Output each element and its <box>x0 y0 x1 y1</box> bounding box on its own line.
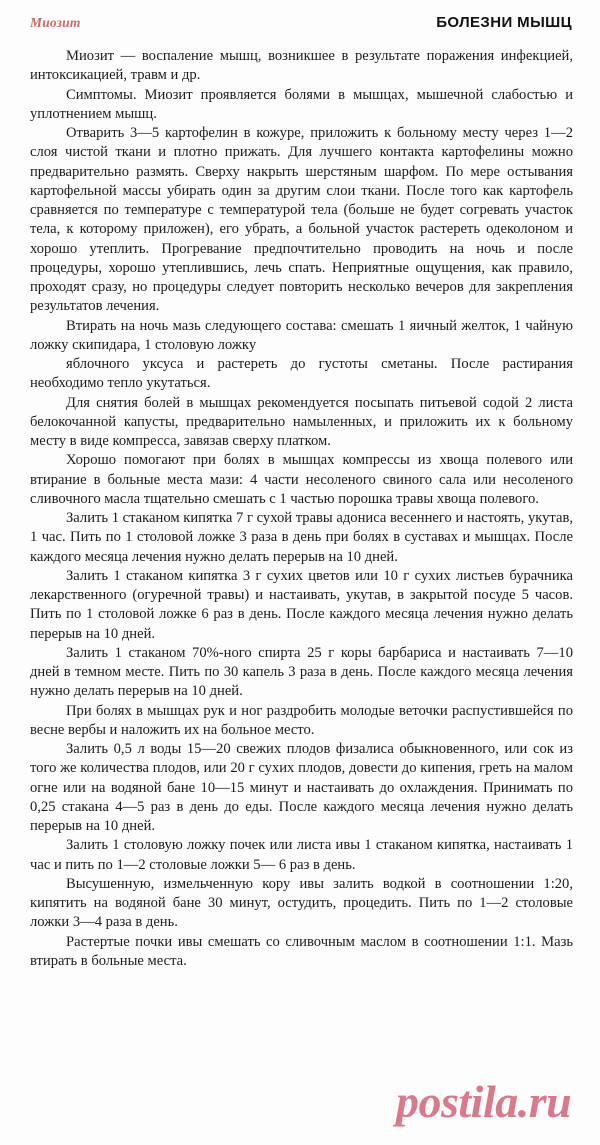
running-head <box>30 14 572 36</box>
postila-watermark: postila.ru <box>396 1076 572 1127</box>
body-paragraph: Залить 1 стаканом 70%-ного спирта 25 г коры барбариса и настаивать 7—10 дней в темном месте. Пить по 30 капель 3 раза в день. После каждого месяца лечения нужно делать перерыв на 10 дней. <box>30 644 573 700</box>
running-head-chapter-title: Миозит <box>30 15 81 30</box>
body-paragraph: Растертые почки ивы смешать со сливочным маслом в соотношении 1:1. Мазь втирать в больные места. <box>30 933 573 969</box>
body-paragraph: Высушенную, измельченную кору ивы залить водкой в соотношении 1:20, кипятить на водяной бане 30 минут, остудить, процедить. Пить по 1—2 столовые ложки 3—4 раза в день. <box>30 875 573 931</box>
body-paragraph: При болях в мышцах рук и ног раздробить молодые веточки распустившейся по весне вербы и наложить их на больное место. <box>30 702 573 738</box>
body-paragraph: Для снятия болей в мышцах рекомендуется посыпать питьевой содой 2 листа белокочанной капусты, предварительно намыленных, и приложить их к больному месту в виде компресса, завязав сверху платком. <box>30 394 573 449</box>
body-text-column <box>30 47 573 971</box>
body-paragraph: Залить 1 столовую ложку почек или листа ивы 1 стаканом кипятка, настаивать 1 час и пить по 1—2 столовые ложки 5— 6 раз в день. <box>30 837 573 873</box>
body-paragraph: Симптомы. Миозит проявляется болями в мышцах, мышечной слабостью и уплотнением мышц. <box>30 86 573 122</box>
body-paragraph: Отварить 3—5 картофелин в кожуре, приложить к больному месту через 1—2 слоя чистой ткани и плотно прижать. Для лучшего контакта картофелины можно предварительно размять. Сверху накрыть шерстяным шарфом. По мере остывания картофельной массы убирать один за другим слои ткани. После того как картофель сравняется по температуре с температурой тела (больше не будет согревать участок тела, к которому приложен), его убрать, а больной участок растереть одеколоном и хорошо утеплить. Прогревание предпочтительно проводить на ночь и после процедуры, хорошо утеплившись, лечь спать. Неприятные ощущения, как правило, проходят сразу, но процедуры следует повторить несколько вечеров для закрепления результатов лечения. <box>30 125 573 315</box>
running-head-section-title: БОЛЕЗНИ МЫШЦ <box>436 14 572 31</box>
body-paragraph: Залить 1 стаканом кипятка 3 г сухих цветов или 10 г сухих листьев бурачника лекарственного (огуречной травы) и настаивать, укутав, в закрытой посуде 5 часов. Пить по 1 столовой ложке 6 раз в день. После каждого месяца лечения нужно делать перерыв на 10 дней. <box>30 567 573 642</box>
body-paragraph: яблочного уксуса и растереть до густоты сметаны. После растирания необходимо тепло укутаться. <box>30 356 573 392</box>
body-paragraph: Залить 0,5 л воды 15—20 свежих плодов физалиса обыкновенного, или сок из того же количества плодов, или 20 г сухих плодов, довести до кипения, греть на малом огне или на водяной бане 10—15 минут и настаивать до охлаждения. Принимать по 0,25 стакана 4—5 раз в день до еды. После каждого месяца лечения нужно делать перерыв на 10 дней. <box>30 741 573 834</box>
body-paragraph: Залить 1 стаканом кипятка 7 г сухой травы адониса весеннего и настоять, укутав, 1 час. Пить по 1 столовой ложке 3 раза в день при болях в суставах и мышцах. После каждого месяца лечения нужно делать перерыв на 10 дней. <box>30 510 573 565</box>
body-paragraph: Миозит — воспаление мышц, возникшее в результате поражения инфекцией, интоксикацией, травм и др. <box>30 48 573 84</box>
body-paragraph: Втирать на ночь мазь следующего состава: смешать 1 яичный желток, 1 чайную ложку скипидара, 1 столовую ложку <box>30 317 573 353</box>
body-paragraph: Хорошо помогают при болях в мышцах компрессы из хвоща полевого или втирание в больные места мази: 4 части несоленого свиного сала или несоленого сливочного масла тщательно смешать с 1 частью порошка травы хвоща полевого. <box>30 452 573 507</box>
